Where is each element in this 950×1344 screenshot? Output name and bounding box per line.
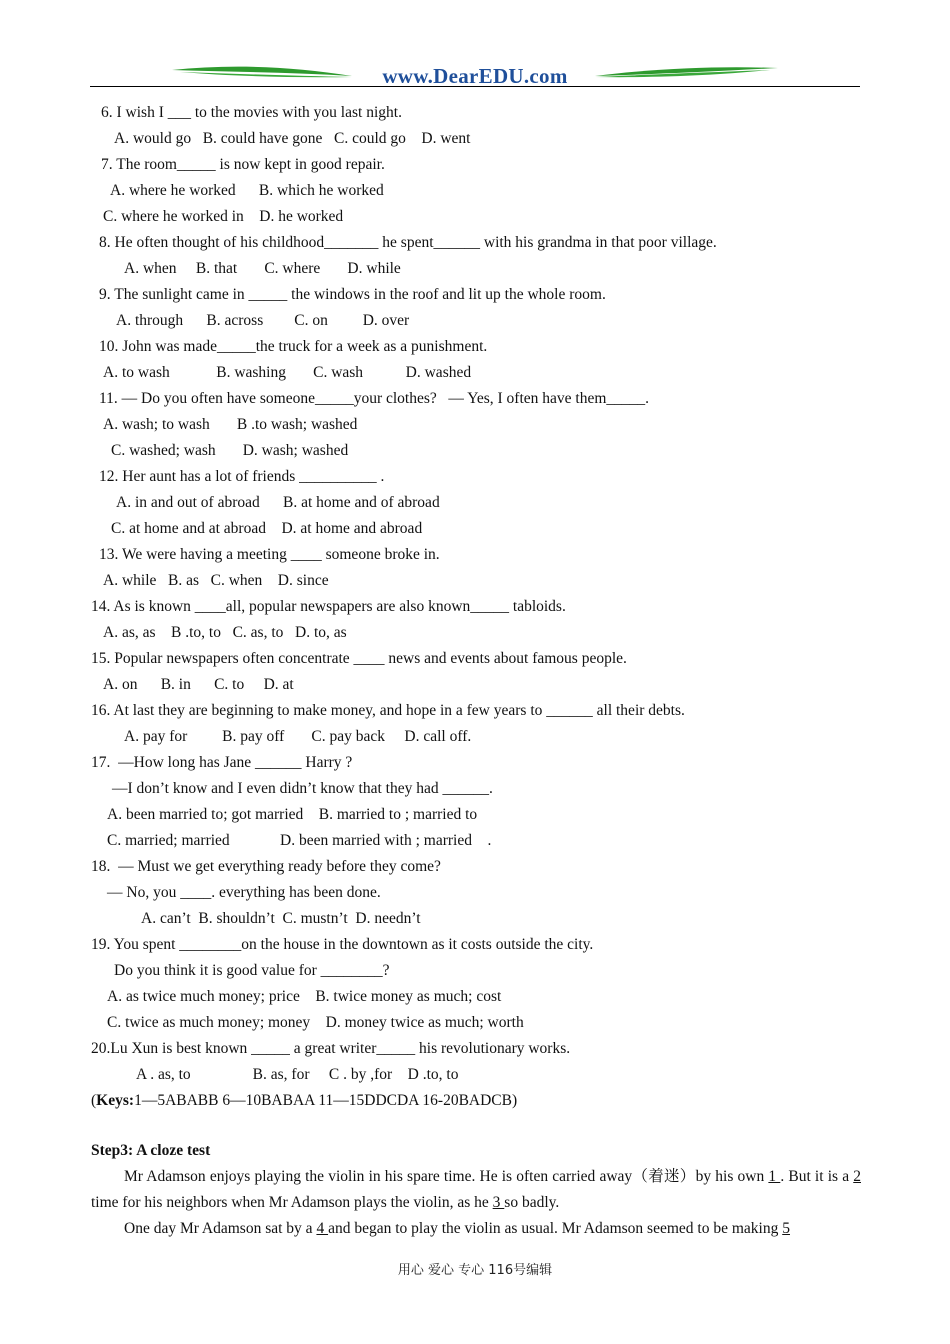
question-6-options: A. would go B. could have gone C. could go D. went xyxy=(114,130,471,147)
cloze-text: time for his neighbors when Mr Adamson plays the violin, as he xyxy=(91,1194,493,1211)
question-13-stem: 13. We were having a meeting ____ someone broke in. xyxy=(99,546,440,563)
question-10-options: A. to wash B. washing C. wash D. washed xyxy=(103,364,472,381)
question-9-options: A. through B. across C. on D. over xyxy=(116,312,410,329)
cloze-paragraph-1 xyxy=(91,1164,861,1216)
question-17-options-2: C. married; married D. been married with ; married . xyxy=(107,832,492,849)
question-18-options: A. can’t B. shouldn’t C. mustn’t D. needn’t xyxy=(141,910,421,927)
question-14-options: A. as, as B .to, to C. as, to D. to, as xyxy=(103,624,347,641)
question-17-stem: 17. —How long has Jane ______ Harry ? xyxy=(91,754,353,771)
cloze-blank-5: 5 xyxy=(782,1220,790,1237)
cloze-text: and began to play the violin as usual. Mr Adamson seemed to be making xyxy=(328,1220,783,1237)
question-11-options-2: C. washed; wash D. wash; washed xyxy=(111,442,349,459)
question-10-stem: 10. John was made_____the truck for a week as a punishment. xyxy=(99,338,488,355)
question-18-stem: 18. — Must we get everything ready before they come? xyxy=(91,858,441,875)
cloze-text: One day Mr Adamson sat by a xyxy=(124,1220,317,1237)
question-17-reply: —I don’t know and I even didn’t know that they had ______. xyxy=(112,780,493,797)
question-12-options-1: A. in and out of abroad B. at home and of abroad xyxy=(116,494,440,511)
answer-keys-label: Keys: xyxy=(96,1092,135,1109)
question-8-stem: 8. He often thought of his childhood_______ he spent______ with his grandma in that poor village. xyxy=(99,234,717,251)
question-7-options-2: C. where he worked in D. he worked xyxy=(103,208,344,225)
cloze-paragraph-2 xyxy=(91,1216,861,1242)
header-rule xyxy=(90,86,860,87)
page-footer: 用心 爱心 专心 116号编辑 xyxy=(397,1263,553,1278)
question-8-options: A. when B. that C. where D. while xyxy=(124,260,401,277)
question-9-stem: 9. The sunlight came in _____ the windows in the roof and lit up the whole room. xyxy=(99,286,606,303)
question-11-stem: 11. — Do you often have someone_____your clothes? — Yes, I often have them_____. xyxy=(99,390,650,407)
site-logo[interactable]: www.DearEDU.com xyxy=(382,64,568,88)
question-19-options-2: C. twice as much money; money D. money twice as much; worth xyxy=(107,1014,524,1031)
question-13-options: A. while B. as C. when D. since xyxy=(103,572,329,589)
section-title-cloze: Step3: A cloze test xyxy=(91,1142,211,1159)
question-20-stem: 20.Lu Xun is best known _____ a great writer_____ his revolutionary works. xyxy=(91,1040,571,1057)
question-15-stem: 15. Popular newspapers often concentrate ____ news and events about famous people. xyxy=(91,650,627,667)
answer-keys xyxy=(91,1091,517,1111)
question-12-stem: 12. Her aunt has a lot of friends __________ . xyxy=(99,468,385,485)
question-6-stem: 6. I wish I ___ to the movies with you last night. xyxy=(101,104,402,121)
question-20-options: A . as, to B. as, for C . by ,for D .to, to xyxy=(136,1066,459,1083)
question-12-options-2: C. at home and at abroad D. at home and abroad xyxy=(111,520,423,537)
cloze-blank-1: 1 xyxy=(768,1168,781,1185)
question-17-options-1: A. been married to; got married B. married to ; married to xyxy=(107,806,478,823)
question-7-stem: 7. The room_____ is now kept in good repair. xyxy=(101,156,385,173)
question-15-options: A. on B. in C. to D. at xyxy=(103,676,294,693)
question-16-options: A. pay for B. pay off C. pay back D. call off. xyxy=(124,728,472,745)
question-16-stem: 16. At last they are beginning to make money, and hope in a few years to ______ all their debts. xyxy=(91,702,685,719)
question-14-stem: 14. As is known ____all, popular newspapers are also known_____ tabloids. xyxy=(91,598,566,615)
cloze-blank-3: 3 xyxy=(492,1194,505,1211)
question-19-stem: 19. You spent ________on the house in the downtown as it costs outside the city. xyxy=(91,936,594,953)
cloze-text: Mr Adamson enjoys playing the violin in his spare time. He is often carried away（着迷）by his own xyxy=(124,1168,769,1185)
cloze-blank-2: 2 xyxy=(853,1168,861,1185)
question-11-options-1: A. wash; to wash B .to wash; washed xyxy=(103,416,358,433)
question-19-stem-2: Do you think it is good value for ________? xyxy=(114,962,390,979)
question-7-options-1: A. where he worked B. which he worked xyxy=(110,182,384,199)
cloze-blank-4: 4 xyxy=(316,1220,329,1237)
question-18-reply: — No, you ____. everything has been done. xyxy=(107,884,381,901)
cloze-text: . But it is a xyxy=(780,1168,854,1185)
cloze-text: so badly. xyxy=(504,1194,560,1211)
answer-keys-open: ( xyxy=(91,1092,97,1109)
question-19-options-1: A. as twice much money; price B. twice money as much; cost xyxy=(107,988,502,1005)
answer-keys-text: 1—5ABABB 6—10BABAA 11—15DDCDA 16-20BADCB) xyxy=(134,1092,518,1109)
